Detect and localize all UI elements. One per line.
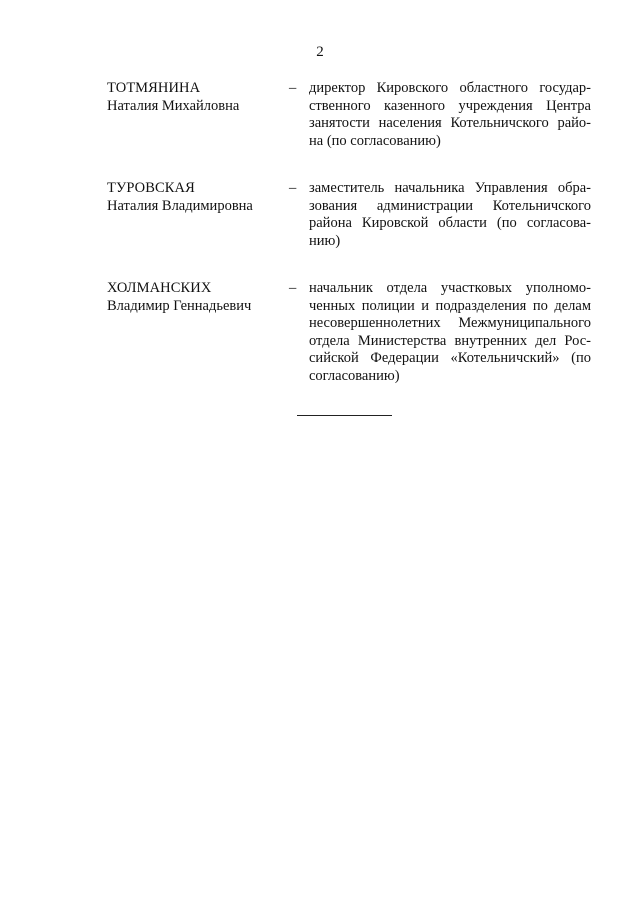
member-entry: [107, 180, 591, 250]
role-line: несовершеннолетних Межмуниципального: [309, 315, 591, 331]
dash-separator: –: [289, 80, 297, 96]
dash-separator: –: [289, 280, 297, 296]
role-line: начальник отдела участковых уполномо-: [309, 280, 591, 296]
role-line: сийской Федерации «Котельничский» (по: [309, 350, 591, 366]
role-line: отдела Министерства внутренних дел Рос-: [309, 332, 591, 349]
member-role: [309, 180, 591, 250]
member-role: [309, 80, 591, 150]
member-given-names: Наталия Владимировна: [107, 197, 253, 214]
role-line: ченных полиции и подразделения по делам: [309, 297, 591, 314]
member-entry: [107, 280, 591, 385]
member-given-names: Наталия Михайловна: [107, 97, 240, 114]
role-line: нию): [309, 232, 341, 249]
role-line: согласованию): [309, 367, 400, 384]
member-role: [309, 280, 591, 385]
role-line: на (по согласованию): [309, 132, 441, 149]
role-line: заместитель начальника Управления обра-: [309, 180, 591, 196]
member-name: [107, 280, 289, 385]
role-line: занятости населения Котельничского райо-: [309, 115, 591, 131]
member-given-names: Владимир Геннадьевич: [107, 297, 252, 314]
member-surname: ТОТМЯНИНА: [107, 80, 201, 96]
member-list: [107, 80, 591, 415]
member-entry: [107, 80, 591, 150]
member-name: [107, 180, 289, 250]
member-surname: ТУРОВСКАЯ: [107, 180, 195, 196]
role-line: ственного казенного учреждения Центра: [309, 97, 591, 114]
member-name: [107, 80, 289, 150]
role-line: района Кировской области (по согласова-: [309, 215, 591, 231]
member-surname: ХОЛМАНСКИХ: [107, 280, 212, 296]
page-number: 2: [316, 44, 324, 60]
role-line: зования администрации Котельничского: [309, 197, 591, 214]
dash-separator: –: [289, 180, 297, 196]
end-of-list-rule: [297, 415, 392, 416]
role-line: директор Кировского областного государ-: [309, 80, 591, 96]
